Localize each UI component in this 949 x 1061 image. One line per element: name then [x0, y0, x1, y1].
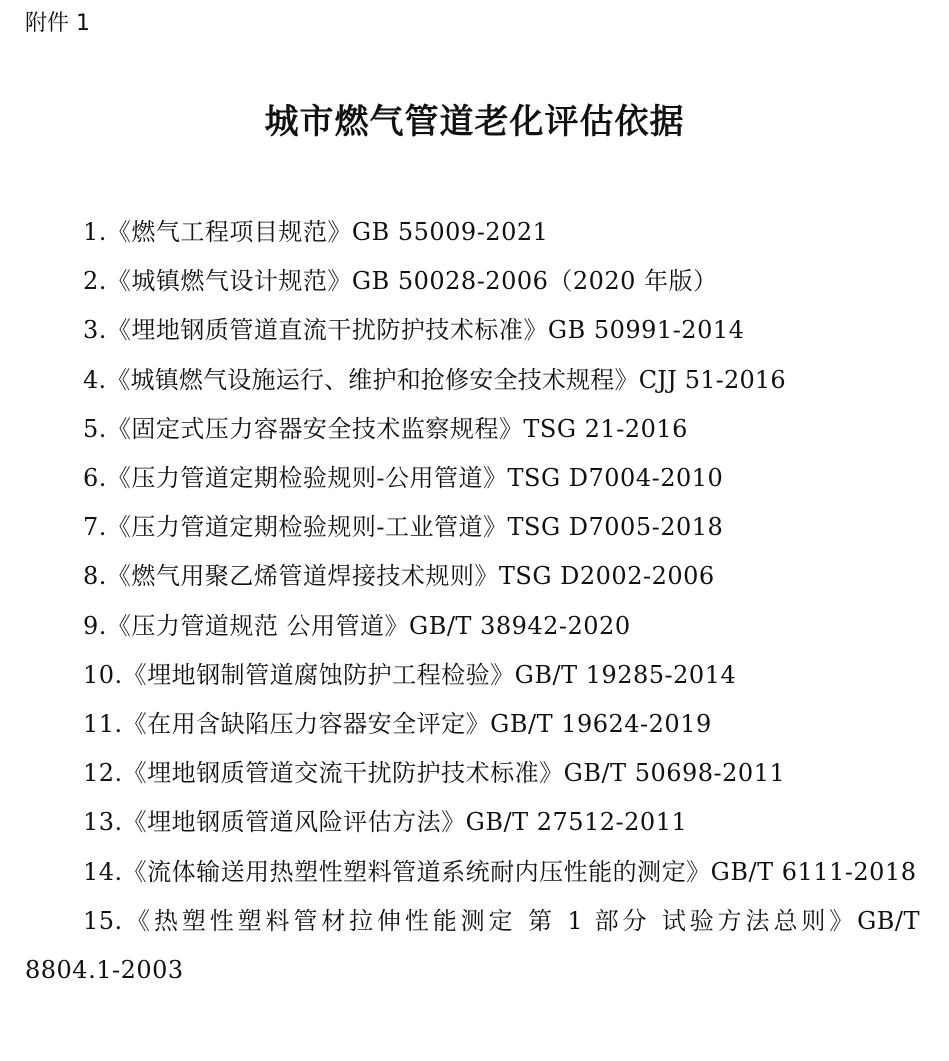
reference-item: [25, 356, 920, 405]
reference-text: 《热塑性塑料管材拉伸性能测定 第 1 部分 试验方法总则》GB/T 8804.1-2003: [25, 906, 920, 985]
page-title: 城市燃气管道老化评估依据: [264, 102, 685, 142]
reference-number: 6.: [83, 464, 107, 493]
reference-text: 《埋地钢质管道交流干扰防护技术标准》GB/T 50698-2011: [122, 759, 786, 788]
reference-number: 5.: [83, 414, 107, 443]
reference-item: [25, 848, 920, 897]
reference-item: [25, 503, 920, 552]
reference-text: 《压力管道定期检验规则-公用管道》TSG D7004-2010: [106, 464, 724, 493]
reference-text: 《埋地钢质管道风险评估方法》GB/T 27512-2011: [122, 808, 688, 837]
reference-text: 《燃气用聚乙烯管道焊接技术规则》TSG D2002-2006: [106, 562, 715, 591]
reference-item: [25, 306, 920, 355]
reference-item: [25, 602, 920, 651]
reference-text: 《压力管道规范 公用管道》GB/T 38942-2020: [106, 611, 631, 640]
reference-text: 《在用含缺陷压力容器安全评定》GB/T 19624-2019: [122, 710, 712, 739]
reference-text: 《埋地钢质管道直流干扰防护技术标准》GB 50991-2014: [106, 316, 745, 345]
reference-text: 《燃气工程项目规范》GB 55009-2021: [106, 218, 549, 246]
reference-number: 10.: [83, 660, 123, 689]
reference-item: [25, 798, 920, 847]
reference-number: 15.: [83, 906, 123, 935]
reference-item: [25, 257, 920, 306]
reference-item: [25, 897, 920, 995]
reference-number: 11.: [83, 710, 123, 739]
reference-item: [25, 552, 920, 601]
attachment-label: 附件 1: [25, 11, 90, 36]
reference-text: 《流体输送用热塑性塑料管道系统耐内压性能的测定》GB/T 6111-2018: [122, 857, 917, 886]
reference-number: 7.: [83, 513, 107, 542]
reference-item: [25, 749, 920, 798]
reference-item: [25, 208, 920, 257]
reference-item: [25, 700, 920, 749]
reference-number: 14.: [83, 857, 123, 886]
reference-text: 《城镇燃气设施运行、维护和抢修安全技术规程》CJJ 51-2016: [106, 365, 786, 394]
reference-text: 《固定式压力容器安全技术监察规程》TSG 21-2016: [106, 414, 688, 443]
reference-list: [25, 208, 920, 995]
reference-item: [25, 454, 920, 503]
reference-number: 4.: [83, 365, 107, 394]
reference-item: [25, 405, 920, 454]
reference-number: 13.: [83, 808, 123, 837]
reference-number: 3.: [83, 316, 107, 345]
reference-number: 9.: [83, 611, 107, 640]
reference-number: 12.: [83, 759, 123, 788]
reference-text: 《埋地钢制管道腐蚀防护工程检验》GB/T 19285-2014: [122, 660, 737, 689]
reference-number: 1.: [83, 218, 107, 246]
reference-number: 2.: [83, 267, 107, 296]
reference-item: [25, 651, 920, 700]
reference-text: 《压力管道定期检验规则-工业管道》TSG D7005-2018: [106, 513, 724, 542]
reference-number: 8.: [83, 562, 107, 591]
reference-text: 《城镇燃气设计规范》GB 50028-2006（2020 年版）: [106, 267, 718, 296]
